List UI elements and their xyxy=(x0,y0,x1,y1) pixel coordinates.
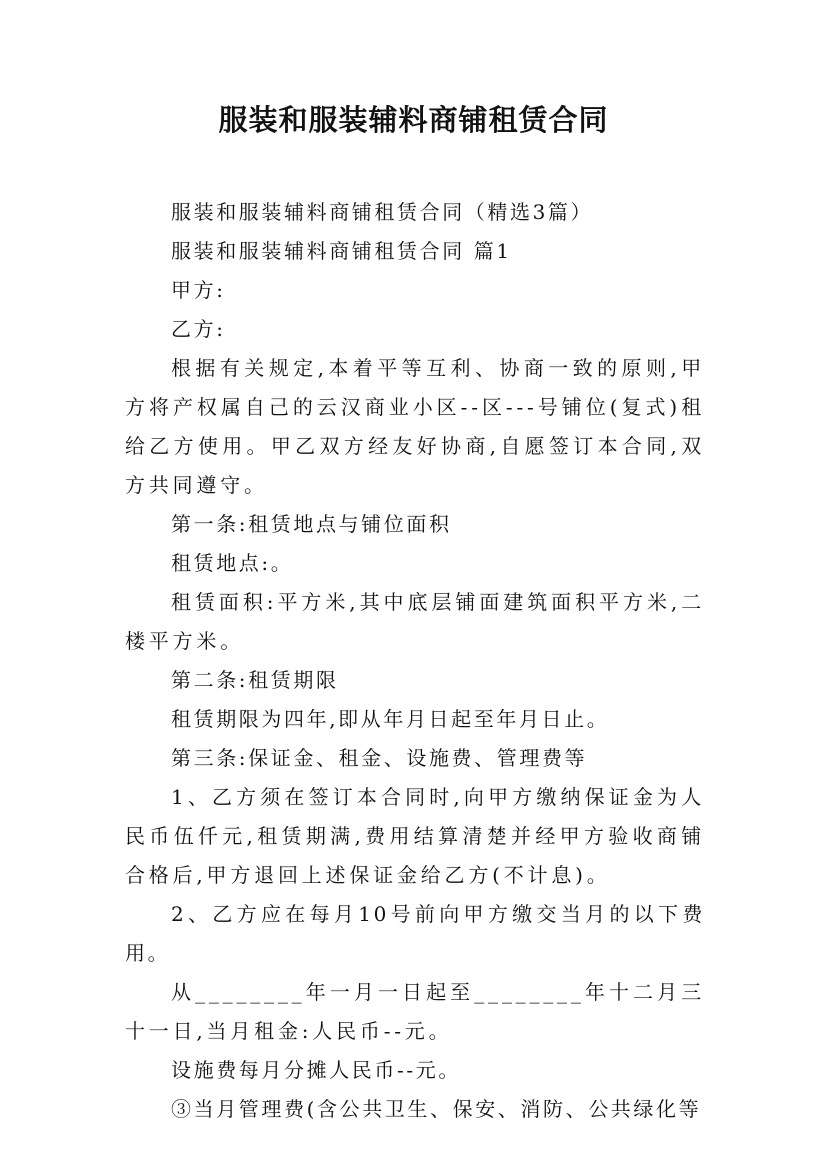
paragraph-subtitle: 服装和服装辅料商铺租赁合同（精选3篇） xyxy=(171,200,594,224)
paragraph-monthly-fees: 2、乙方应在每月10号前向甲方缴交当月的以下费用。 xyxy=(125,902,705,965)
document-title: 服装和服装辅料商铺租赁合同 xyxy=(218,103,609,137)
paragraph-preamble: 根据有关规定,本着平等互利、协商一致的原则,甲方将产权属自己的云汉商业小区--区---号铺位(复式)租给乙方使用。甲乙双方经友好协商,自愿签订本合同,双方共同遵守。 xyxy=(125,356,705,497)
paragraph-part-heading: 服装和服装辅料商铺租赁合同 篇1 xyxy=(171,239,512,263)
paragraph-party-b: 乙方: xyxy=(171,317,226,341)
paragraph-article-1: 第一条:租赁地点与铺位面积 xyxy=(171,512,452,536)
paragraph-deposit: 1、乙方须在签订本合同时,向甲方缴纳保证金为人民币伍仟元,租赁期满,费用结算清楚并经甲方验收商铺合格后,甲方退回上述保证金给乙方(不计息)。 xyxy=(125,785,705,887)
document-body xyxy=(125,193,705,1129)
paragraph-management-fee: ③当月管理费(含公共卫生、保安、消防、公共绿化等 xyxy=(171,1097,702,1121)
paragraph-lease-location: 租赁地点:。 xyxy=(171,551,294,575)
paragraph-rent: 从________年一月一日起至________年十二月三十一日,当月租金:人民币--元。 xyxy=(125,980,705,1043)
paragraph-article-3: 第三条:保证金、租金、设施费、管理费等 xyxy=(171,746,588,770)
paragraph-facility-fee: 设施费每月分摊人民币--元。 xyxy=(171,1058,461,1082)
paragraph-lease-area: 租赁面积:平方米,其中底层铺面建筑面积平方米,二楼平方米。 xyxy=(125,590,705,653)
paragraph-article-2: 第二条:租赁期限 xyxy=(171,668,339,692)
paragraph-party-a: 甲方: xyxy=(171,278,226,302)
paragraph-lease-term: 租赁期限为四年,即从年月日起至年月日止。 xyxy=(171,707,610,731)
